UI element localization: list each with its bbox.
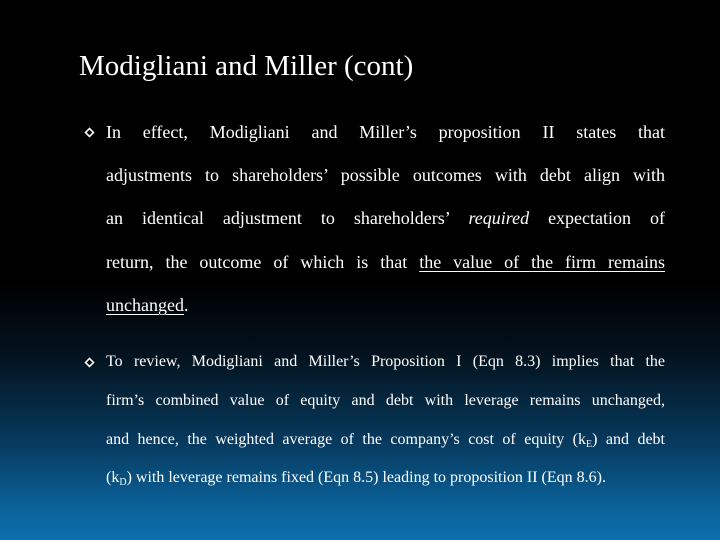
subscript-e: E: [586, 439, 593, 450]
emphasis-required: required: [468, 208, 530, 228]
bullet1-line2: adjustments to shareholders’ possible outcomes with debt align with: [106, 165, 665, 185]
square-bullet-icon: [84, 357, 94, 367]
bullet1-line1: In effect, Modigliani and Miller’s proposition II states that: [106, 122, 665, 142]
bullet1-line4: [106, 250, 665, 274]
square-bullet-icon: [84, 127, 94, 137]
bullet2-line4: [106, 467, 665, 489]
bullet1-line5-period: .: [183, 295, 189, 315]
bullet2-line3-text-a: and hence, the weighted average of the company’s cost of equity (k: [106, 431, 586, 448]
bullet1-line5: [106, 293, 665, 317]
slide-title: Modigliani and Miller (cont): [79, 50, 414, 82]
underlined-word: unchanged: [106, 295, 184, 315]
bullet1-line4-text-a: return, the outcome of which is that: [106, 252, 420, 272]
bullet2-line3: [106, 429, 665, 451]
bullet2-line1: To review, Modigliani and Miller’s Proposition I (Eqn 8.3) implies that the: [106, 353, 665, 370]
subscript-d: D: [119, 477, 127, 488]
bullet2-line4-text-b: ) with leverage remains fixed (Eqn 8.5) leading to proposition II (Eqn 8.6).: [126, 469, 606, 486]
bullet2-line4-text-a: (k: [106, 469, 120, 486]
underlined-phrase: the value of the firm remains: [419, 252, 665, 272]
bullet2-line2: firm’s combined value of equity and debt with leverage remains unchanged,: [106, 392, 665, 409]
bullet2-line3-text-b: ) and debt: [592, 431, 666, 448]
bullet1-line3-text-a: an identical adjustment to shareholders’: [106, 208, 469, 228]
bullet1-line3-text-c: expectation of: [529, 208, 665, 228]
bullet1-line3: [106, 206, 665, 230]
